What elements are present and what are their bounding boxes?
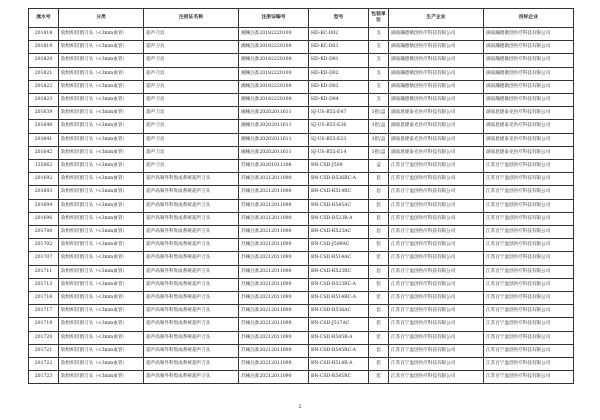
cell-cert-number: 湘械注准20182220100: [239, 28, 309, 41]
cell-package-unit: 支: [369, 67, 389, 80]
cell-model: HD-KD-D02: [309, 67, 369, 80]
registration-table: [28, 8, 574, 384]
cell-cert-number: 苏械注准20212011090: [239, 278, 309, 291]
column-header-category: 分类: [59, 9, 144, 28]
cell-package-unit: 支: [369, 80, 389, 93]
cell-model: BN-CSD-R523RC-A: [309, 278, 369, 291]
cell-cert-name: 超声高频外科集成系统超声刀头: [144, 278, 239, 291]
cell-serial: 201693: [29, 186, 59, 199]
cell-manufacturer: 江苏百宁盈创医疗科技有限公司: [389, 239, 484, 252]
table-header-row: [29, 9, 574, 28]
cell-cert-name: 超声刀具: [144, 94, 239, 107]
cell-package-unit: 套: [369, 344, 389, 357]
cell-package-unit: 套: [369, 305, 389, 318]
table-row: [29, 107, 574, 120]
cell-manufacturer: 江苏百宁盈创医疗科技有限公司: [389, 226, 484, 239]
cell-category: 软组织切割刀头（<3mm血管）: [59, 344, 144, 357]
table-row: [29, 265, 574, 278]
table-row: [29, 28, 574, 41]
cell-model: BN-CSD-R523R-A: [309, 212, 369, 225]
cell-cert-number: 苏械注准20212011090: [239, 239, 309, 252]
cell-cert-number: 湘械注准20202011611: [239, 107, 309, 120]
cell-serial: 201707: [29, 252, 59, 265]
cell-category: 软组织切割刀头（<3mm血管）: [59, 358, 144, 371]
cell-category: 软组织切割刀头（<3mm血管）: [59, 305, 144, 318]
cell-bidder: 江苏百宁盈创医疗科技有限公司: [484, 252, 574, 265]
cell-package-unit: 1把/盒: [369, 146, 389, 159]
cell-bidder: 湖南瀚德微创医疗科技有限公司: [484, 67, 574, 80]
cell-model: BN-CSD-R523RC: [309, 265, 369, 278]
cell-bidder: 江苏百宁盈创医疗科技有限公司: [484, 226, 574, 239]
cell-manufacturer: 湖南瀚德微创医疗科技有限公司: [389, 28, 484, 41]
cell-manufacturer: 江苏百宁盈创医疗科技有限公司: [389, 186, 484, 199]
cell-model: SJ-US-B55-E47: [309, 107, 369, 120]
cell-bidder: 江苏百宁盈创医疗科技有限公司: [484, 331, 574, 344]
cell-cert-number: 苏械注准20212011090: [239, 318, 309, 331]
cell-manufacturer: 江苏百宁盈创医疗科技有限公司: [389, 331, 484, 344]
cell-model: SJ-US-B55-E23: [309, 133, 369, 146]
cell-serial: 201700: [29, 226, 59, 239]
cell-model: BN-CSD-J509: [309, 160, 369, 173]
cell-cert-name: 超声高频外科集成系统超声刀头: [144, 292, 239, 305]
cell-serial: 201641: [29, 133, 59, 146]
table-row: [29, 344, 574, 357]
cell-bidder: 江苏百宁盈创医疗科技有限公司: [484, 265, 574, 278]
cell-manufacturer: 湖南思捷泰克医疗科技有限公司: [389, 120, 484, 133]
cell-category: 软组织切割刀头（<3mm血管）: [59, 331, 144, 344]
cell-cert-number: 苏械注准20212011090: [239, 265, 309, 278]
cell-cert-number: 苏械注准20212011090: [239, 292, 309, 305]
cell-serial: 201822: [29, 80, 59, 93]
cell-manufacturer: 江苏百宁盈创医疗科技有限公司: [389, 199, 484, 212]
cell-manufacturer: 江苏百宁盈创医疗科技有限公司: [389, 318, 484, 331]
cell-model: BN-CSD-R545AC: [309, 199, 369, 212]
cell-cert-number: 苏械注准20212011090: [239, 331, 309, 344]
cell-serial: 201720: [29, 331, 59, 344]
cell-bidder: 江苏百宁盈创医疗科技有限公司: [484, 199, 574, 212]
cell-serial: 135062: [29, 160, 59, 173]
cell-category: 软组织切割刀头（<3mm血管）: [59, 212, 144, 225]
cell-package-unit: 套: [369, 199, 389, 212]
cell-model: HD-KC-D02: [309, 28, 369, 41]
cell-serial: 201713: [29, 278, 59, 291]
cell-package-unit: 支: [369, 94, 389, 107]
cell-cert-number: 苏械注准20212011090: [239, 226, 309, 239]
cell-manufacturer: 湖南思捷泰克医疗科技有限公司: [389, 133, 484, 146]
cell-category: 软组织切割刀头（<3mm血管）: [59, 371, 144, 384]
cell-serial: 201716: [29, 292, 59, 305]
table-row: [29, 331, 574, 344]
cell-model: BN-CSD-R545RC-A: [309, 344, 369, 357]
cell-serial: 201719: [29, 318, 59, 331]
cell-manufacturer: 江苏百宁盈创医疗科技有限公司: [389, 173, 484, 186]
cell-category: 软组织切割刀头（<3mm血管）: [59, 239, 144, 252]
cell-model: BN-CSD-R514AC: [309, 252, 369, 265]
table-row: [29, 186, 574, 199]
cell-package-unit: 支: [369, 41, 389, 54]
cell-package-unit: 套: [369, 212, 389, 225]
cell-category: 软组织切割刀头（<3mm血管）: [59, 146, 144, 159]
cell-manufacturer: 江苏百宁盈创医疗科技有限公司: [389, 278, 484, 291]
cell-serial: 201820: [29, 54, 59, 67]
cell-manufacturer: 湖南思捷泰克医疗科技有限公司: [389, 107, 484, 120]
table-row: [29, 292, 574, 305]
cell-manufacturer: 江苏百宁盈创医疗科技有限公司: [389, 265, 484, 278]
cell-cert-number: 苏械注准20212011090: [239, 358, 309, 371]
cell-cert-number: 湘械注准20182220100: [239, 67, 309, 80]
cell-cert-name: 超声高频外科集成系统超声刀头: [144, 318, 239, 331]
cell-cert-name: 超声刀具: [144, 67, 239, 80]
cell-cert-name: 超声刀具: [144, 28, 239, 41]
page-number: 2: [298, 404, 302, 410]
table-row: [29, 358, 574, 371]
cell-package-unit: 盒: [369, 160, 389, 173]
cell-cert-name: 超声高频外科集成系统超声刀头: [144, 173, 239, 186]
cell-package-unit: 套: [369, 186, 389, 199]
cell-model: BN-CSD-R536RC-A: [309, 173, 369, 186]
table-row: [29, 41, 574, 54]
cell-serial: 201711: [29, 265, 59, 278]
cell-manufacturer: 湖南瀚德微创医疗科技有限公司: [389, 94, 484, 107]
cell-manufacturer: 湖南思捷泰克医疗科技有限公司: [389, 146, 484, 159]
cell-cert-number: 苏械注准20212011090: [239, 212, 309, 225]
cell-cert-number: 苏械注准20212011090: [239, 199, 309, 212]
cell-bidder: 湖南瀚德微创医疗科技有限公司: [484, 80, 574, 93]
cell-bidder: 江苏百宁盈创医疗科技有限公司: [484, 344, 574, 357]
cell-cert-name: 超声高频外科集成系统超声刀头: [144, 331, 239, 344]
cell-serial: 201722: [29, 358, 59, 371]
cell-category: 软组织切割刀头（<3mm血管）: [59, 160, 144, 173]
cell-serial: 201717: [29, 305, 59, 318]
cell-serial: 201642: [29, 146, 59, 159]
cell-category: 软组织切割刀头（<3mm血管）: [59, 54, 144, 67]
cell-model: HD-KD-D03: [309, 80, 369, 93]
cell-cert-name: 超声高频外科集成系统超声刀头: [144, 252, 239, 265]
cell-category: 软组织切割刀头（<3mm血管）: [59, 252, 144, 265]
cell-category: 软组织切割刀头（<3mm血管）: [59, 318, 144, 331]
cell-package-unit: 支: [369, 54, 389, 67]
cell-category: 软组织切割刀头（<3mm血管）: [59, 226, 144, 239]
cell-bidder: 湖南思捷泰克医疗科技有限公司: [484, 107, 574, 120]
cell-cert-name: 超声高频外科集成系统超声刀头: [144, 226, 239, 239]
table-row: [29, 94, 574, 107]
column-header-serial: 流水号: [29, 9, 59, 28]
cell-cert-name: 超声刀具: [144, 54, 239, 67]
cell-manufacturer: 江苏百宁盈创医疗科技有限公司: [389, 371, 484, 384]
cell-cert-number: 湘械注准20182220100: [239, 80, 309, 93]
cell-serial: 201823: [29, 94, 59, 107]
cell-package-unit: 支: [369, 28, 389, 41]
cell-cert-name: 超声高频外科集成系统超声刀头: [144, 371, 239, 384]
cell-cert-number: 苏械注准20212011090: [239, 252, 309, 265]
cell-cert-name: 超声刀具: [144, 120, 239, 133]
cell-category: 软组织切割刀头（<3mm血管）: [59, 186, 144, 199]
cell-bidder: 江苏百宁盈创医疗科技有限公司: [484, 186, 574, 199]
cell-cert-name: 超声高频外科集成系统超声刀头: [144, 305, 239, 318]
cell-package-unit: 套: [369, 358, 389, 371]
cell-cert-number: 湘械注准20202011611: [239, 133, 309, 146]
table-row: [29, 239, 574, 252]
cell-manufacturer: 湖南瀚德微创医疗科技有限公司: [389, 80, 484, 93]
cell-package-unit: 套: [369, 265, 389, 278]
cell-cert-name: 超声刀具: [144, 107, 239, 120]
cell-bidder: 江苏百宁盈创医疗科技有限公司: [484, 358, 574, 371]
cell-category: 软组织切割刀头（<3mm血管）: [59, 133, 144, 146]
cell-cert-number: 苏械注准20212011090: [239, 344, 309, 357]
cell-package-unit: 套: [369, 173, 389, 186]
cell-category: 软组织切割刀头（<3mm血管）: [59, 278, 144, 291]
cell-model: HD-KC-D03: [309, 41, 369, 54]
cell-manufacturer: 江苏百宁盈创医疗科技有限公司: [389, 212, 484, 225]
cell-serial: 201696: [29, 212, 59, 225]
cell-package-unit: 套: [369, 292, 389, 305]
cell-cert-number: 苏械注准20201011306: [239, 160, 309, 173]
cell-bidder: 江苏百宁盈创医疗科技有限公司: [484, 173, 574, 186]
cell-cert-name: 超声高频外科集成系统超声刀头: [144, 344, 239, 357]
cell-cert-number: 苏械注准20212011090: [239, 371, 309, 384]
cell-model: BN-CSD-R536AC: [309, 305, 369, 318]
column-header-model: 型号: [309, 9, 369, 28]
cell-cert-name: 超声刀具: [144, 80, 239, 93]
cell-category: 软组织切割刀头（<3mm血管）: [59, 80, 144, 93]
cell-category: 软组织切割刀头（<3mm血管）: [59, 120, 144, 133]
table-row: [29, 173, 574, 186]
cell-cert-number: 湘械注准20182220100: [239, 41, 309, 54]
cell-category: 软组织切割刀头（<3mm血管）: [59, 292, 144, 305]
cell-package-unit: 1把/盒: [369, 107, 389, 120]
cell-serial: 201723: [29, 371, 59, 384]
cell-model: SJ-US-B55-E36: [309, 120, 369, 133]
table-row: [29, 120, 574, 133]
cell-bidder: 江苏百宁盈创医疗科技有限公司: [484, 305, 574, 318]
cell-package-unit: 1把/盒: [369, 120, 389, 133]
cell-manufacturer: 湖南瀚德微创医疗科技有限公司: [389, 67, 484, 80]
table-row: [29, 133, 574, 146]
cell-cert-number: 苏械注准20212011090: [239, 305, 309, 318]
cell-category: 软组织切割刀头（<3mm血管）: [59, 67, 144, 80]
table-row: [29, 252, 574, 265]
cell-cert-name: 超声刀具: [144, 146, 239, 159]
cell-bidder: 湖南思捷泰克医疗科技有限公司: [484, 146, 574, 159]
cell-model: SJ-US-B55-E14: [309, 146, 369, 159]
cell-manufacturer: 江苏百宁盈创医疗科技有限公司: [389, 160, 484, 173]
column-header-manufacturer: 生产企业: [389, 9, 484, 28]
cell-category: 软组织切割刀头（<3mm血管）: [59, 173, 144, 186]
table-row: [29, 160, 574, 173]
table-row: [29, 80, 574, 93]
cell-serial: 201818: [29, 28, 59, 41]
cell-model: BN-CSD-R514RC-A: [309, 292, 369, 305]
cell-cert-number: 湘械注准20182220100: [239, 94, 309, 107]
cell-cert-name: 超声刀具: [144, 41, 239, 54]
cell-model: BN-CSD-R545R-A: [309, 331, 369, 344]
table-body: [29, 28, 574, 384]
cell-category: 软组织切割刀头（<3mm血管）: [59, 265, 144, 278]
cell-cert-name: 超声高频外科集成系统超声刀头: [144, 265, 239, 278]
column-header-package-unit: 包装单位: [369, 9, 389, 28]
table-row: [29, 318, 574, 331]
cell-cert-name: 超声高频外科集成系统超声刀头: [144, 358, 239, 371]
cell-cert-name: 超声高频外科集成系统超声刀头: [144, 199, 239, 212]
cell-serial: 201694: [29, 199, 59, 212]
cell-package-unit: 套: [369, 278, 389, 291]
cell-model: HD-KD-D04: [309, 94, 369, 107]
table-row: [29, 67, 574, 80]
cell-manufacturer: 江苏百宁盈创医疗科技有限公司: [389, 292, 484, 305]
table-row: [29, 212, 574, 225]
cell-bidder: 江苏百宁盈创医疗科技有限公司: [484, 160, 574, 173]
cell-serial: 201721: [29, 344, 59, 357]
cell-category: 软组织切割刀头（<3mm血管）: [59, 28, 144, 41]
cell-bidder: 湖南瀚德微创医疗科技有限公司: [484, 41, 574, 54]
cell-package-unit: 套: [369, 239, 389, 252]
cell-manufacturer: 江苏百宁盈创医疗科技有限公司: [389, 344, 484, 357]
cell-package-unit: 套: [369, 252, 389, 265]
table-row: [29, 226, 574, 239]
cell-serial: 201702: [29, 239, 59, 252]
cell-manufacturer: 江苏百宁盈创医疗科技有限公司: [389, 252, 484, 265]
cell-manufacturer: 湖南瀚德微创医疗科技有限公司: [389, 54, 484, 67]
cell-bidder: 江苏百宁盈创医疗科技有限公司: [484, 278, 574, 291]
cell-serial: 201819: [29, 41, 59, 54]
table-row: [29, 54, 574, 67]
cell-manufacturer: 江苏百宁盈创医疗科技有限公司: [389, 358, 484, 371]
cell-package-unit: 套: [369, 331, 389, 344]
cell-cert-number: 湘械注准20202011611: [239, 120, 309, 133]
cell-cert-number: 湘械注准20182220100: [239, 54, 309, 67]
cell-model: BN-CSD-R514RC: [309, 186, 369, 199]
table-row: [29, 278, 574, 291]
cell-category: 软组织切割刀头（<3mm血管）: [59, 107, 144, 120]
cell-bidder: 江苏百宁盈创医疗科技有限公司: [484, 212, 574, 225]
column-header-cert-name: 注册证名称: [144, 9, 239, 28]
cell-category: 软组织切割刀头（<3mm血管）: [59, 94, 144, 107]
cell-serial: 201640: [29, 120, 59, 133]
cell-bidder: 湖南瀚德微创医疗科技有限公司: [484, 94, 574, 107]
cell-cert-name: 超声高频外科集成系统超声刀头: [144, 239, 239, 252]
cell-bidder: 湖南思捷泰克医疗科技有限公司: [484, 133, 574, 146]
cell-category: 软组织切割刀头（<3mm血管）: [59, 41, 144, 54]
table-row: [29, 146, 574, 159]
cell-manufacturer: 湖南瀚德微创医疗科技有限公司: [389, 41, 484, 54]
table-row: [29, 371, 574, 384]
cell-bidder: 湖南瀚德微创医疗科技有限公司: [484, 54, 574, 67]
cell-cert-name: 超声刀具: [144, 160, 239, 173]
cell-cert-number: 苏械注准20212011090: [239, 186, 309, 199]
cell-serial: 201692: [29, 173, 59, 186]
cell-cert-name: 超声高频外科集成系统超声刀头: [144, 186, 239, 199]
column-header-cert-number: 注册证编号: [239, 9, 309, 28]
column-header-bidder: 投标企业: [484, 9, 574, 28]
cell-cert-name: 超声刀具: [144, 133, 239, 146]
cell-model: BN-CSD-R514R-A: [309, 358, 369, 371]
cell-package-unit: 套: [369, 318, 389, 331]
cell-cert-number: 湘械注准20202011611: [239, 146, 309, 159]
cell-model: BN-CSD-R545RC: [309, 371, 369, 384]
table-row: [29, 199, 574, 212]
cell-model: HD-KD-D01: [309, 54, 369, 67]
cell-model: BN-CSD-J509AC: [309, 239, 369, 252]
table-row: [29, 305, 574, 318]
cell-bidder: 湖南思捷泰克医疗科技有限公司: [484, 120, 574, 133]
cell-model: BN-CSD-J517AC: [309, 318, 369, 331]
cell-serial: 201639: [29, 107, 59, 120]
cell-bidder: 江苏百宁盈创医疗科技有限公司: [484, 318, 574, 331]
cell-category: 软组织切割刀头（<3mm血管）: [59, 199, 144, 212]
cell-package-unit: 1把/盒: [369, 133, 389, 146]
cell-manufacturer: 江苏百宁盈创医疗科技有限公司: [389, 305, 484, 318]
cell-model: BN-CSD-R523AC: [309, 226, 369, 239]
cell-bidder: 江苏百宁盈创医疗科技有限公司: [484, 239, 574, 252]
cell-serial: 201821: [29, 67, 59, 80]
cell-package-unit: 套: [369, 226, 389, 239]
cell-bidder: 江苏百宁盈创医疗科技有限公司: [484, 371, 574, 384]
cell-bidder: 湖南瀚德微创医疗科技有限公司: [484, 28, 574, 41]
cell-bidder: 江苏百宁盈创医疗科技有限公司: [484, 292, 574, 305]
cell-package-unit: 套: [369, 371, 389, 384]
cell-cert-name: 超声高频外科集成系统超声刀头: [144, 212, 239, 225]
cell-cert-number: 苏械注准20212011090: [239, 173, 309, 186]
